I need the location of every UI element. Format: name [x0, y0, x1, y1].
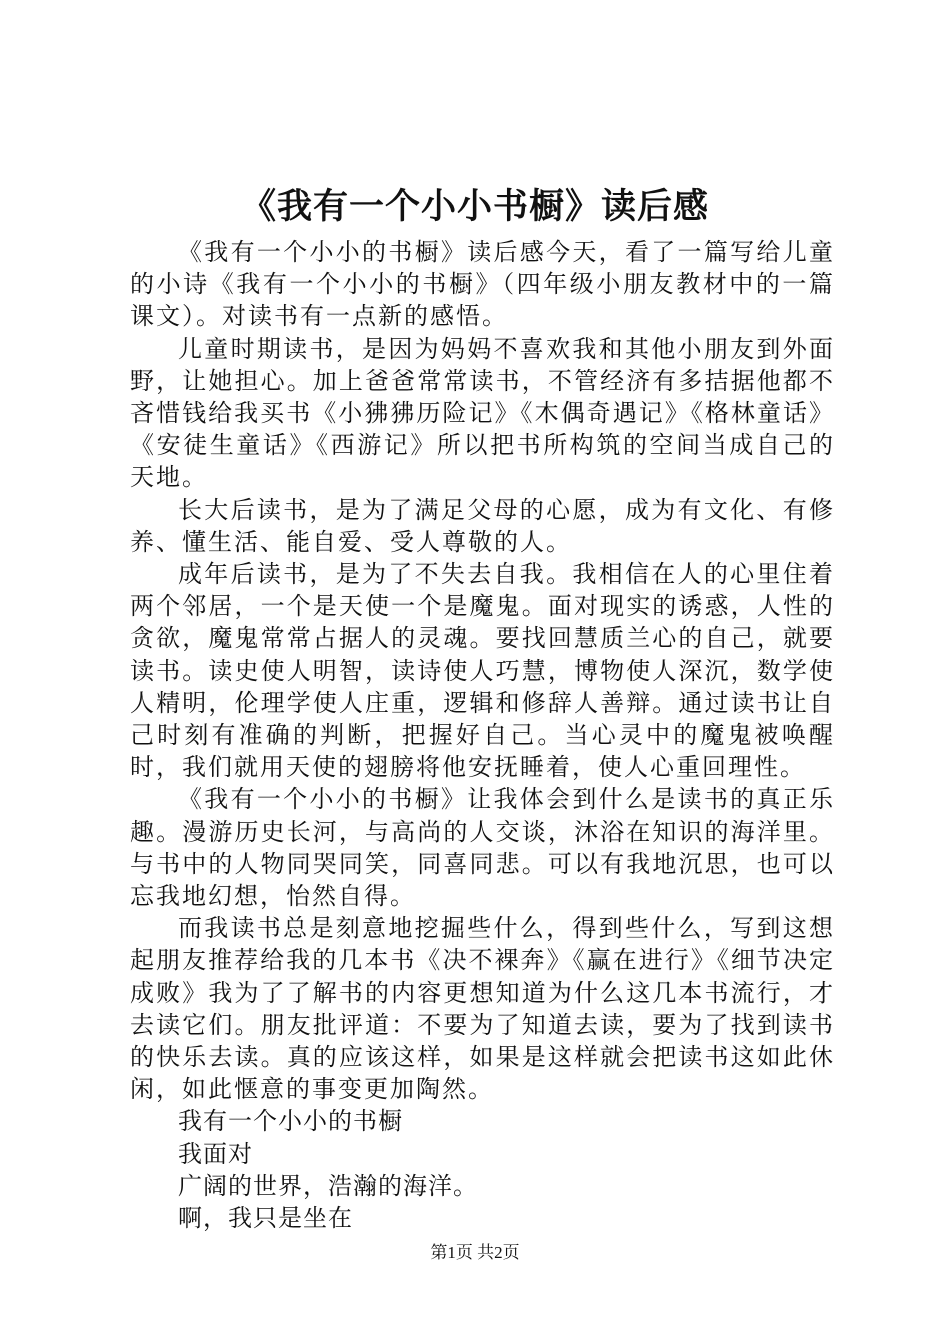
poem-line: 广阔的世界，浩瀚的海洋。: [178, 1171, 478, 1200]
paragraph: 成年后读书，是为了不失去自我。我相信在人的心里住着两个邻居，一个是天使一个是魔鬼。面对现实的诱惑，人性的贪欲，魔鬼常常占据人的灵魂。要找回慧质兰心的自己，就要读书。读史使人明智，读诗使人巧慧，博物使人深沉，数学使人精明，伦理学使人庄重，逻辑和修辞人善辩。通过读书让自己时刻有准确的判断，把握好自己。当心灵中的魔鬼被唤醒时，我们就用天使的翅膀将他安抚睡着，使人心重回理性。: [130, 560, 835, 782]
poem-line: 我面对: [178, 1139, 253, 1168]
poem-line: 我有一个小小的书橱: [178, 1107, 403, 1136]
paragraph: 而我读书总是刻意地挖掘些什么，得到些什么，写到这想起朋友推荐给我的几本书《决不裸奔》《赢在进行》《细节决定成败》我为了了解书的内容更想知道为什么这几本书流行，才去读它们。朋友批评道：不要为了知道去读，要为了找到读书的快乐去读。真的应该这样，如果是这样就会把读书这如此休闲，如此惬意的事变更加陶然。: [130, 914, 835, 1104]
paragraph: 《我有一个小小的书橱》读后感今天，看了一篇写给儿童的小诗《我有一个小小的书橱》（四年级小朋友教材中的一篇课文）。对读书有一点新的感悟。: [130, 238, 835, 331]
document-body: [130, 236, 835, 1234]
page-footer: 第1页 共2页: [430, 1243, 520, 1262]
page-title: 《我有一个小小书橱》读后感: [240, 186, 709, 227]
paragraph: 儿童时期读书，是因为妈妈不喜欢我和其他小朋友到外面野，让她担心。加上爸爸常常读书，不管经济有多拮据他都不吝惜钱给我买书《小狒狒历险记》《木偶奇遇记》《格林童话》《安徒生童话》《西游记》所以把书所构筑的空间当成自己的天地。: [130, 334, 835, 492]
paragraph: 长大后读书，是为了满足父母的心愿，成为有文化、有修养、懂生活、能自爱、受人尊敬的人。: [130, 495, 835, 556]
poem-line: 啊，我只是坐在: [178, 1204, 353, 1233]
paragraph: 《我有一个小小的书橱》让我体会到什么是读书的真正乐趣。漫游历史长河，与高尚的人交谈，沐浴在知识的海洋里。与书中的人物同哭同笑，同喜同悲。可以有我地沉思，也可以忘我地幻想，怡然自得。: [130, 785, 835, 911]
